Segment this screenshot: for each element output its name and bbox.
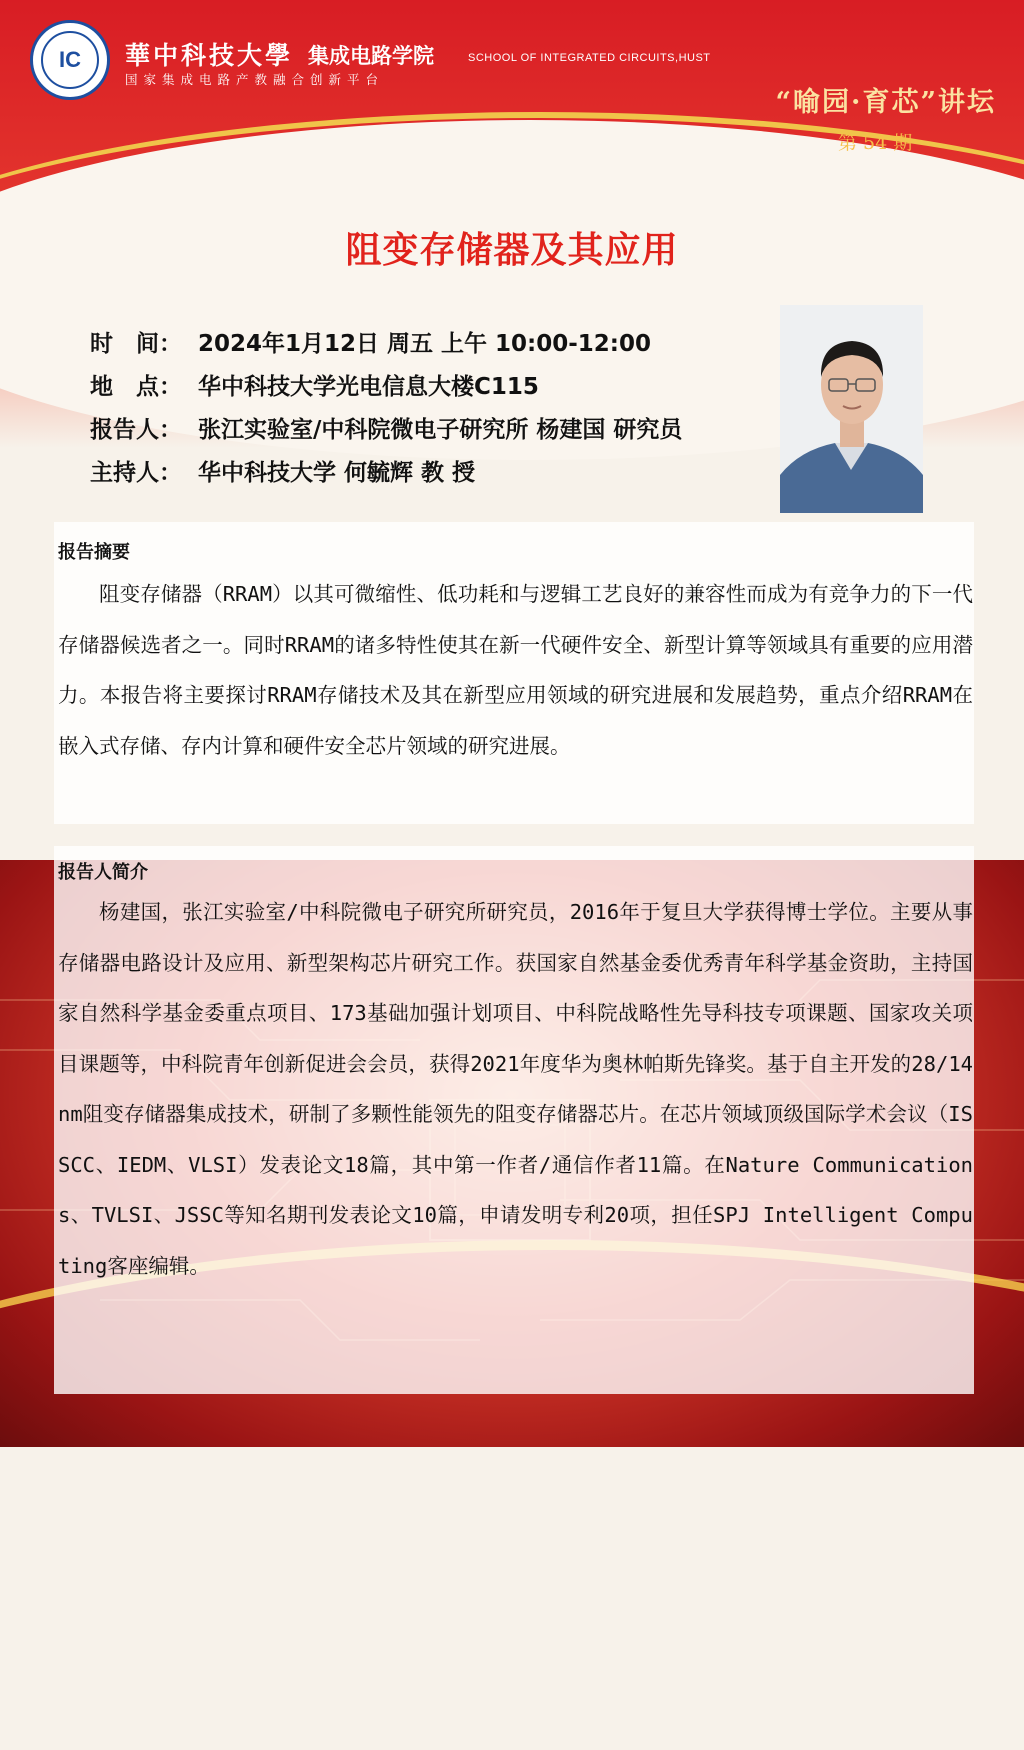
bio-heading: 报告人简介 [58,862,148,883]
school-name-en: SCHOOL OF INTEGRATED CIRCUITS,HUST [468,52,711,64]
university-name: 華中科技大學 [125,41,294,70]
school-name-cn: 集成电路学院 [308,44,434,68]
university-logo [30,20,110,100]
info-label: 主持人： [90,460,182,486]
speaker-photo [780,305,923,513]
info-row-time [90,320,682,363]
info-row-host [90,449,682,492]
info-label: 时 间： [90,331,182,357]
logo-emblem: IC [41,31,99,89]
info-label: 地 点： [90,374,182,400]
bio-text: 杨建国，张江实验室/中科院微电子研究所研究员，2016年于复旦大学获得博士学位。主要从事存储器电路设计及应用、新型架构芯片研究工作。获国家自然基金委优秀青年科学基金资助，主持国家自然科学基金委重点项目、173基础加强计划项目、中科院战略性先导科技专项课题、国家攻关项目课题等，中科院青年创新促进会会员，获得2021年度华为奥林帕斯先锋奖。基于自主开发的28/14nm阻变存储器集成技术，研制了多颗性能领先的阻变存储器芯片。在芯片领域顶级国际学术会议（ISSCC、IEDM、VLSI）发表论文18篇，其中第一作者/通信作者11篇。在Nature Communications、TVLSI、JSSC等知名期刊发表论文10篇，申请发明专利20项，担任SPJ Intelligent Computing客座编辑。 [58,900,973,1278]
forum-name: “喻园·育芯”讲坛 [775,87,996,118]
info-value: 华中科技大学光电信息大楼C115 [198,374,539,400]
issue-number: 第 54 期 [838,132,913,154]
page-title: 阻变存储器及其应用 [345,230,679,271]
platform-name: 国家集成电路产教融合创新平台 [125,72,385,87]
info-value: 2024年1月12日 周五 上午 10:00-12:00 [198,331,652,357]
info-label: 报告人： [90,417,182,443]
abstract-heading: 报告摘要 [58,542,130,563]
event-info [90,320,682,492]
info-value: 张江实验室/中科院微电子研究所 杨建国 研究员 [198,417,683,443]
info-value: 华中科技大学 何毓辉 教 授 [198,460,476,486]
info-row-speaker [90,406,682,449]
info-row-location [90,363,682,406]
abstract-text: 阻变存储器（RRAM）以其可微缩性、低功耗和与逻辑工艺良好的兼容性而成为有竞争力的下一代存储器候选者之一。同时RRAM的诸多特性使其在新一代硬件安全、新型计算等领域具有重要的应用潜力。本报告将主要探讨RRAM存储技术及其在新型应用领域的研究进展和发展趋势，重点介绍RRAM在嵌入式存储、存内计算和硬件安全芯片领域的研究进展。 [58,582,973,758]
